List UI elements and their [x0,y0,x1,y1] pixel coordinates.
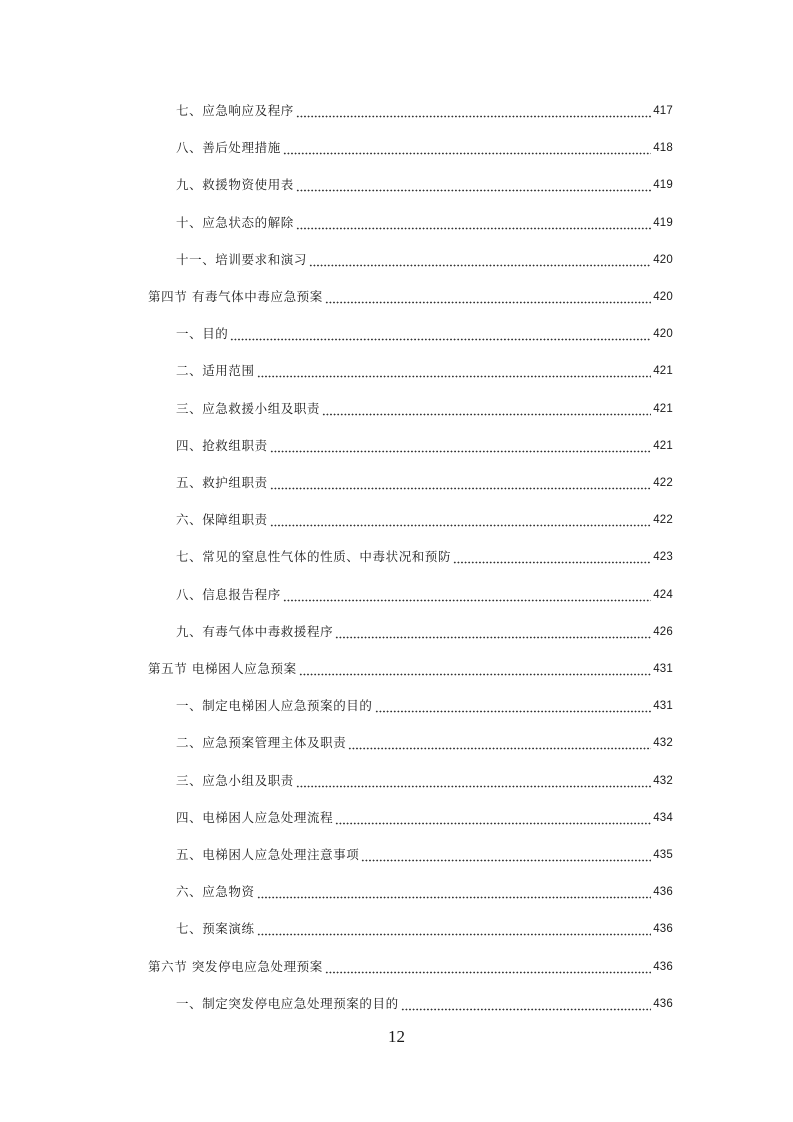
toc-entry-page: 436 [653,960,673,973]
toc-subsection-entry[interactable] [176,729,673,751]
toc-dot-leader [270,512,652,528]
toc-dot-leader [296,177,651,193]
toc-subsection-entry[interactable] [176,171,673,193]
toc-entry-page: 421 [653,439,673,452]
toc-entry-page: 424 [653,588,673,601]
toc-entry-title: 第四节 有毒气体中毒应急预案 [148,289,323,304]
toc-subsection-entry[interactable] [176,432,673,454]
toc-subsection-entry[interactable] [176,134,673,156]
toc-entry-title: 七、应急响应及程序 [176,103,294,118]
toc-dot-leader [309,252,651,268]
toc-dot-leader [325,289,651,305]
toc-entry-page: 426 [653,625,673,638]
toc-entry-page: 432 [653,737,673,750]
toc-subsection-entry[interactable] [176,506,673,528]
toc-entry-title: 五、电梯困人应急处理注意事项 [176,847,360,862]
toc-dot-leader [257,921,652,937]
toc-entry-title: 十一、培训要求和演习 [176,251,308,267]
toc-dot-leader [296,215,651,231]
toc-entry-page: 420 [653,291,673,303]
toc-dot-leader [322,401,651,417]
toc-dot-leader [361,847,651,863]
toc-subsection-entry[interactable] [176,320,673,342]
toc-subsection-entry[interactable] [176,357,673,379]
toc-entry-title: 二、应急预案管理主体及职责 [176,735,347,751]
toc-entry-title: 八、信息报告程序 [176,586,281,602]
toc-entry-page: 435 [653,849,673,861]
toc-dot-leader [348,735,651,751]
toc-entry-page: 420 [653,328,673,341]
toc-entry-title: 第六节 突发停电应急处理预案 [148,958,323,974]
toc-entry-title: 七、预案演练 [176,921,255,937]
toc-entry-page: 420 [653,253,673,266]
toc-entry-page: 431 [653,700,673,713]
toc-entry-page: 436 [653,997,673,1010]
toc-entry-page: 419 [653,216,673,229]
toc-entry-page: 422 [653,477,673,489]
toc-entry-title: 五、救护组职责 [176,475,268,490]
toc-dot-leader [230,326,651,342]
toc-dot-leader [257,884,652,900]
toc-subsection-entry[interactable] [176,618,673,640]
toc-dot-leader [296,103,651,119]
toc-subsection-entry[interactable] [176,581,673,603]
toc-entry-title: 一、目的 [176,326,229,342]
toc-dot-leader [296,773,651,789]
toc-entry-page: 418 [653,142,673,155]
toc-entry-page: 422 [653,514,673,527]
toc-entry-title: 四、电梯困人应急处理流程 [176,809,334,825]
toc-dot-leader [283,587,651,603]
toc-subsection-entry[interactable] [176,841,673,863]
toc-subsection-entry[interactable] [176,97,673,119]
toc-dot-leader [375,698,652,714]
toc-subsection-entry[interactable] [176,990,673,1012]
toc-dot-leader [283,140,651,156]
page-number: 12 [388,1027,405,1046]
toc-entry-page: 417 [653,105,673,117]
toc-entry-title: 一、制定突发停电应急处理预案的目的 [176,995,399,1011]
toc-section-entry[interactable] [148,655,673,677]
toc-entry-title: 第五节 电梯困人应急预案 [148,661,297,676]
toc-entry-page: 436 [653,923,673,936]
toc-entry-page: 436 [653,886,673,899]
toc-subsection-entry[interactable] [176,804,673,826]
toc-subsection-entry[interactable] [176,878,673,900]
toc-entry-title: 二、适用范围 [176,363,255,379]
toc-entry-title: 一、制定电梯困人应急预案的目的 [176,698,373,714]
toc-dot-leader [325,959,651,975]
toc-dot-leader [453,549,651,565]
toc-dot-leader [270,475,652,491]
toc-entry-page: 421 [653,365,673,378]
toc-dot-leader [335,810,651,826]
toc-entry-page: 431 [653,663,673,675]
toc-entry-title: 三、应急救援小组及职责 [176,400,321,416]
toc-dot-leader [299,661,652,677]
toc-entry-title: 六、保障组职责 [176,512,268,528]
toc-entry-title: 六、应急物资 [176,884,255,900]
toc-subsection-entry[interactable] [176,209,673,231]
toc-entry-title: 四、抢救组职责 [176,437,268,453]
toc-section-entry[interactable] [148,283,673,305]
toc-subsection-entry[interactable] [176,395,673,417]
toc-entry-title: 九、有毒气体中毒救援程序 [176,623,334,639]
toc-dot-leader [257,363,652,379]
toc-entry-page: 421 [653,402,673,415]
toc-entry-title: 七、常见的窒息性气体的性质、中毒状况和预防 [176,549,452,565]
toc-dot-leader [270,438,652,454]
toc-entry-page: 423 [653,551,673,564]
toc-subsection-entry[interactable] [176,469,673,491]
toc-subsection-entry[interactable] [176,692,673,714]
toc-entry-title: 三、应急小组及职责 [176,772,294,788]
toc-dot-leader [335,624,651,640]
toc-entry-page: 419 [653,179,673,192]
toc-entry-title: 九、救援物资使用表 [176,177,294,193]
toc-entry-title: 十、应急状态的解除 [176,214,294,230]
toc-entry-page: 432 [653,774,673,787]
toc-subsection-entry[interactable] [176,543,673,565]
toc-subsection-entry[interactable] [176,767,673,789]
toc-section-entry[interactable] [148,953,673,975]
toc-entry-page: 434 [653,811,673,824]
toc-dot-leader [401,996,652,1012]
toc-entry-title: 八、善后处理措施 [176,140,281,156]
toc-subsection-entry[interactable] [176,915,673,937]
toc-subsection-entry[interactable] [176,246,673,268]
